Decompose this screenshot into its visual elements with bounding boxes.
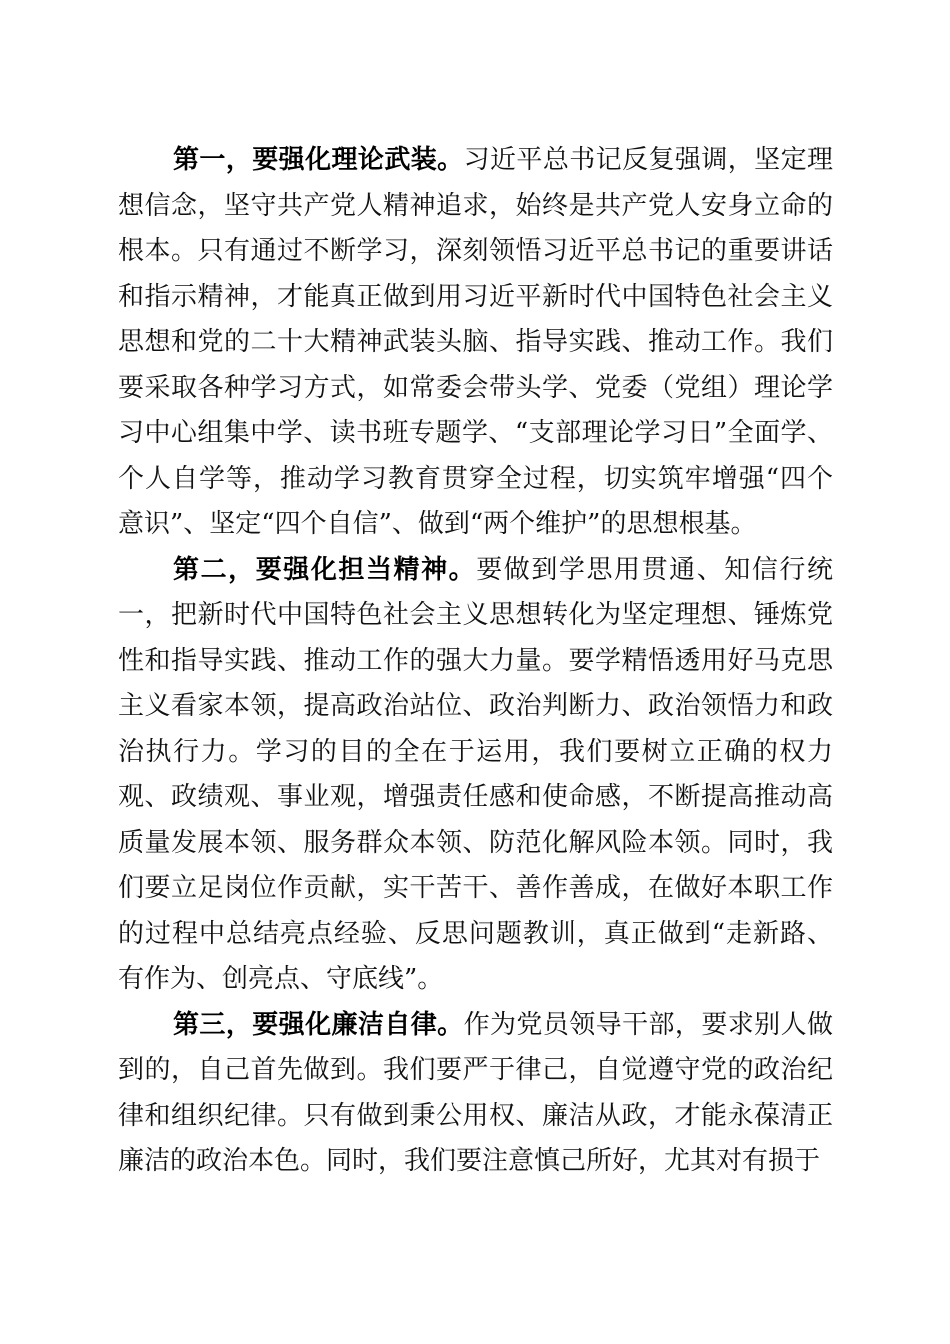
paragraph-3 bbox=[118, 1003, 833, 1185]
document-body bbox=[118, 138, 833, 1185]
paragraph-3-text: 作为党员领导干部，要求别人做到的，自己首先做到。我们要严于律己，自觉遵守党的政治纪律和组织纪律。只有做到秉公用权、廉洁从政，才能永葆清正廉洁的政治本色。同时，我们要注意慎己所好，尤其对有损于 bbox=[118, 1009, 833, 1176]
paragraph-1 bbox=[118, 138, 833, 548]
paragraph-2-text: 要做到学思用贯通、知信行统一，把新时代中国特色社会主义思想转化为坚定理想、锤炼党性和指导实践、推动工作的强大力量。要学精悟透用好马克思主义看家本领，提高政治站位、政治判断力、政治领悟力和政治执行力。学习的目的全在于运用，我们要树立正确的权力观、政绩观、事业观，增强责任感和使命感，不断提高推动高质量发展本领、服务群众本领、防范化解风险本领。同时，我们要立足岗位作贡献，实干苦干、善作善成，在做好本职工作的过程中总结亮点经验、反思问题教训，真正做到“走新路、有作为、创亮点、守底线”。 bbox=[118, 554, 833, 994]
paragraph-2-lead: 第二，要强化担当精神。 bbox=[173, 554, 477, 585]
paragraph-1-text: 习近平总书记反复强调，坚定理想信念，坚守共产党人精神追求，始终是共产党人安身立命的根本。只有通过不断学习，深刻领悟习近平总书记的重要讲话和指示精神，才能真正做到用习近平新时代中国特色社会主义思想和党的二十大精神武装头脑、指导实践、推动工作。我们要采取各种学习方式，如常委会带头学、党委（党组）理论学习中心组集中学、读书班专题学、“支部理论学习日”全面学、个人自学等，推动学习教育贯穿全过程，切实筑牢增强“四个意识”、坚定“四个自信”、做到“两个维护”的思想根基。 bbox=[118, 145, 833, 539]
paragraph-1-lead: 第一，要强化理论武装。 bbox=[173, 145, 464, 175]
paragraph-3-lead: 第三，要强化廉洁自律。 bbox=[173, 1009, 464, 1040]
paragraph-2 bbox=[118, 548, 833, 1003]
